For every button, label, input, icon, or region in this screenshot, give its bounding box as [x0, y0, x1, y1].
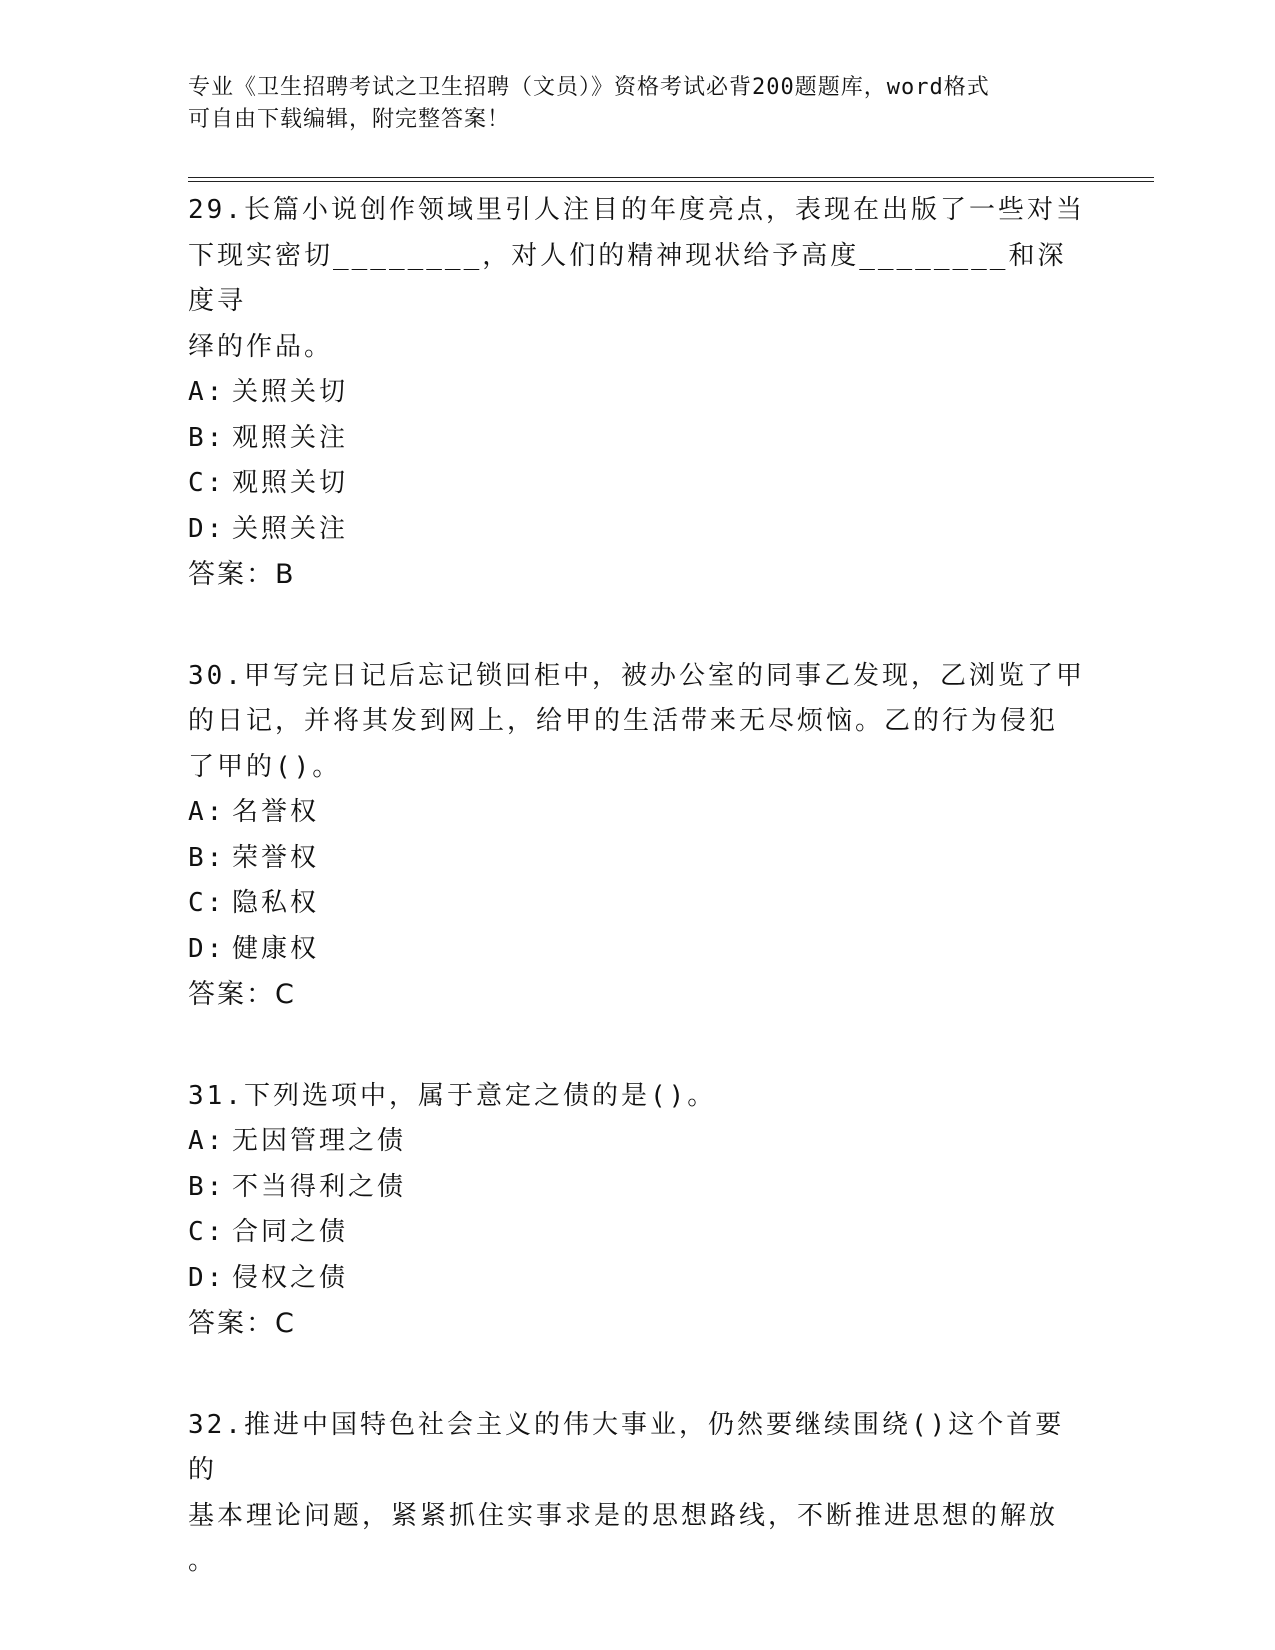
option-letter: D: — [188, 513, 226, 544]
option-d — [188, 927, 1088, 973]
option-letter: A: — [188, 797, 226, 827]
question-29 — [188, 188, 1088, 598]
question-text-line: 29.长篇小说创作领域里引人注目的年度亮点，表现在出版了一些对当 — [188, 195, 1085, 225]
option-letter: D: — [188, 1262, 226, 1293]
option-text: 关照关注 — [232, 513, 349, 544]
header-double-rule — [188, 177, 1154, 182]
option-letter: B: — [188, 422, 226, 453]
question-text-line: 。 — [188, 1546, 218, 1576]
option-letter: A: — [188, 377, 226, 407]
option-letter: B: — [188, 842, 226, 873]
question-list — [188, 188, 1088, 1641]
answer-line: 答案：B — [188, 559, 296, 590]
header-line-1: 专业《卫生招聘考试之卫生招聘（文员）》资格考试必背200题题库，word格式 — [188, 75, 990, 100]
question-text-line: 31.下列选项中，属于意定之债的是()。 — [188, 1080, 717, 1111]
option-text: 无因管理之债 — [232, 1126, 407, 1156]
option-letter: A: — [188, 1126, 226, 1156]
option-a — [188, 370, 1088, 416]
question-text-line: 绎的作品。 — [188, 331, 334, 362]
option-a — [188, 1119, 1088, 1165]
option-letter: C: — [188, 468, 226, 498]
option-c — [188, 1210, 1088, 1256]
option-text: 观照关切 — [232, 468, 349, 498]
question-text-line: 30.甲写完日记后忘记锁回柜中，被办公室的同事乙发现，乙浏览了甲 — [188, 660, 1085, 691]
option-c — [188, 461, 1088, 507]
document-header — [188, 72, 1088, 136]
option-text: 不当得利之债 — [232, 1171, 407, 1202]
question-text-line: 32.推进中国特色社会主义的伟大事业，仍然要继续围绕()这个首要的 — [188, 1409, 1065, 1485]
question-30 — [188, 654, 1088, 1018]
answer-line: 答案：C — [188, 1308, 296, 1339]
option-b — [188, 416, 1088, 462]
option-c — [188, 881, 1088, 927]
option-d — [188, 1256, 1088, 1302]
option-letter: C: — [188, 888, 226, 918]
question-32 — [188, 1403, 1088, 1585]
option-text: 关照关切 — [232, 377, 349, 407]
option-b — [188, 836, 1088, 882]
option-d — [188, 507, 1088, 553]
header-line-2: 可自由下载编辑，附完整答案！ — [188, 107, 511, 132]
question-text-line: 了甲的()。 — [188, 751, 342, 782]
option-text: 名誉权 — [232, 797, 320, 827]
option-letter: B: — [188, 1171, 226, 1202]
answer-line: 答案：C — [188, 979, 296, 1010]
question-text-line: 下现实密切________，对人们的精神现状给予高度________和深度寻 — [188, 240, 1067, 316]
option-text: 健康权 — [232, 933, 320, 964]
option-text: 侵权之债 — [232, 1262, 349, 1293]
question-31 — [188, 1074, 1088, 1347]
option-text: 隐私权 — [232, 888, 320, 918]
option-a — [188, 790, 1088, 836]
question-text-line: 基本理论问题，紧紧抓住实事求是的思想路线，不断推进思想的解放 — [188, 1500, 1059, 1531]
question-text-line: 的日记，并将其发到网上，给甲的生活带来无尽烦恼。乙的行为侵犯 — [188, 706, 1059, 736]
option-text: 合同之债 — [232, 1217, 349, 1247]
option-b — [188, 1165, 1088, 1211]
option-text: 观照关注 — [232, 422, 349, 453]
option-letter: C: — [188, 1217, 226, 1247]
option-letter: D: — [188, 933, 226, 964]
option-text: 荣誉权 — [232, 842, 320, 873]
